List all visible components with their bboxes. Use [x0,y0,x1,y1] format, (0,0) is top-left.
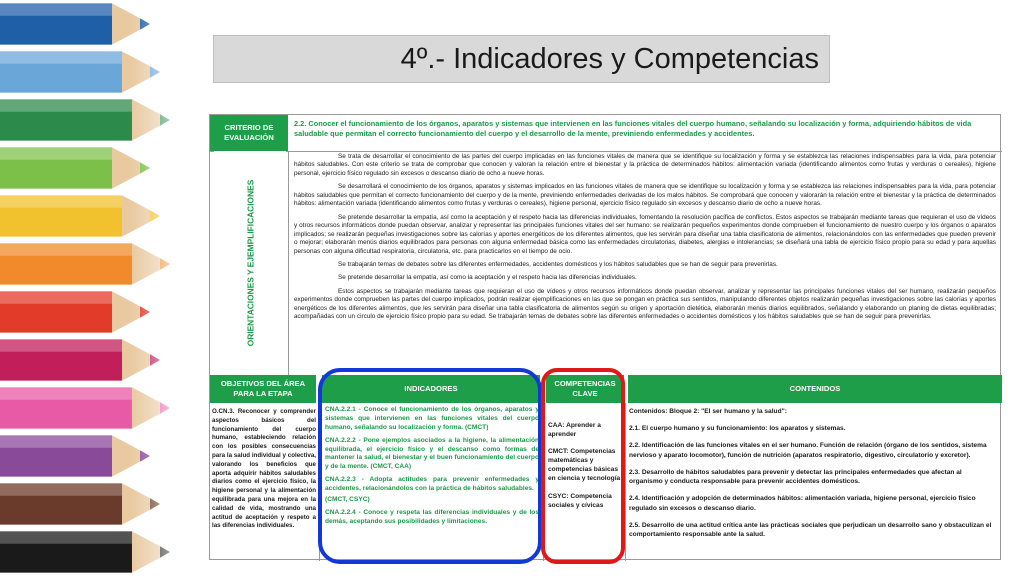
orientaciones-label: ORIENTACIONES Y EJEMPLIFICACIONES [245,179,256,347]
contenido-item: 2.2. Identificación de las funciones vitales en el ser humano. Función de relación (órgano de los sentidos, sistema nervioso y aparato locomotor), función de nutrición (aparatos respiratorio, digestivo, circulatorio y excretor). [629,442,987,459]
header-contenidos-label: CONTENIDOS [789,384,841,394]
slide-title: 4º.- Indicadores y Competencias [400,42,819,75]
orientaciones-paragraph: Se trabajarán temas de debates sobre las diferentes enfermedades, accidentes domésticos y los hábitos saludables que se han de seguir para prevenirlas. [338,260,778,268]
competencia-item: CMCT: Competencias matemáticas y competencias básicas en ciencia y tecnología [548,448,621,483]
indicador-item: CNA.2.2.4 - Conoce y respeta las diferencias individuales y de los demás, aceptando sus posibilidades y limitaciones. [325,508,539,525]
indicador-item: CNA.2.2.3 - Adopta actitudes para prevenir enfermedades y accidentes, relacionándolos con la práctica de hábitos saludables. [325,476,539,493]
header-competencias-label: COMPETENCIAS CLAVE [554,379,616,398]
contenido-item: 2.1. El cuerpo humano y su funcionamiento: los aparatos y sistemas. [629,425,846,433]
contenido-item: 2.4. Identificación y adopción de determinados hábitos: alimentación variada, higiene personal, ejercicio físico regulado sin excesos o descanso diario. [629,495,976,512]
contenido-item: 2.3. Desarrollo de hábitos saludables para prevenir y detectar las principales enfermedades que afectan al organismo y conducta responsable para prevenir accidentes domésticos. [629,468,962,486]
orientaciones-paragraph: Se desarrollará el conocimiento de los órganos, aparatos y sistemas implicados en las funciones vitales de manera que se identifique su localización y forma y se establezca las relaciones indispensables para la vida, para potenciar hábitos saludables que permitan el correcto funcionamiento del cuerpo y de la mente, previniendo enfermedades derivadas de los malos hábitos. Se comprobará que conocen y valorarán la relación entre el bienestar y la práctica de determinados hábitos: alimentación variada (identificando alimentos como frutas y verduras o cereales), higiene personal, ejercicio físico regulado sin excesos y descanso diario de ocho a nueve horas. [294,183,996,208]
slide-title-bar [213,35,830,83]
header-objetivos-label: OBJETIVOS DEL ÁREA PARA LA ETAPA [220,379,306,398]
header-criterio [210,115,288,151]
contenidos-list [629,407,997,557]
indicadores-highlight-oval [318,368,542,564]
objetivos-text: O.CN.3. Reconocer y comprender aspectos básicos del funcionamiento del cuerpo humano, estableciendo relación con los posibles consecuencias para la salud individual y colectiva, valorando los beneficios que aporta adquirir hábitos saludables diarios como el ejercicio físico, la higiene personal y la alimentación equilibrada para una mejora en la calidad de vida, mostrando una actitud de aceptación y respeto a las diferencias individuales. [212,408,316,530]
indicador-item: CNA.2.2.1 - Conoce el funcionamiento de los órganos, aparatos y sistemas que intervienen en las funciones vitales del cuerpo humano, señalando su localización y forma. (CMCT) [325,406,539,431]
criterio-text: 2.2. Conocer el funcionamiento de los órganos, aparatos y sistemas que intervienen en las funciones vitales del cuerpo humano, señalando su localización y forma, adquiriendo hábitos de vida saludable que permitan el correcto funcionamiento del cuerpo y el desarrollo de la mente, previniendo enfermedades y accidentes. [294,119,972,139]
header-criterio-label: CRITERIO DE EVALUACIÓN [224,123,274,142]
contenido-item: 2.5. Desarrollo de una actitud crítica ante las prácticas sociales que perjudican un desarrollo sano y obstaculizan el comportamiento responsable ante la salud. [629,521,992,538]
competencia-item: CSYC: Competencia sociales y cívicas [548,492,612,509]
indicador-item: (CMCT, CSYC) [325,496,370,504]
colored-pencils-decoration [0,0,200,576]
orientaciones-text [294,153,996,373]
orientaciones-paragraph: Se pretende desarrollar la empatía, así como la aceptación y el respeto hacia las diferencias individuales. [338,274,637,282]
header-contenidos [628,375,1002,403]
indicador-item: CNA.2.2.2 - Pone ejemplos asociados a la higiene, la alimentación equilibrada, el ejercicio físico y el descanso como formas de mantener la salud, el bienestar y el buen funcionamiento del cuerpo y de la mente. (CMCT, CAA) [325,436,539,471]
competencias-highlight-oval [541,368,625,564]
orientaciones-label-cell [214,151,286,375]
header-objetivos [210,375,316,403]
contenidos-title: Contenidos: Bloque 2: "El ser humano y la salud": [629,408,787,415]
header-indicadores-label: INDICADORES [404,384,458,394]
competencia-item: CAA: Aprender a aprender [548,422,601,439]
orientaciones-paragraph: Se pretende desarrollar la empatía, así como la aceptación y el respeto hacia las diferencias individuales, fomentando la resolución pacífica de conflictos. Estos aspectos se trabajarán mediante tareas que requieran el uso de vídeos y otros recursos informáticos donde puedan observar, analizar y representar las principales funciones vitales del ser humano: se realizarán pequeños experimentos donde comprueben el funcionamiento de nuestro cuerpo y los órganos o aparatos implicados; se realizarán pequeñas investigaciones sobre las calorías y aportes energéticos de los diferentes alimentos, que les servirán para diseñar una tabla clasificatoria de alimentos, relacionándolos con las enfermedades que pueden prevenir o mejorar; elaborarán menús diarios equilibrados para personas con alguna enfermedad básica como las enfermedades circulatorias, diabetes, alergias e intolerancias; se diseñará una tabla de ejercicio físico propio para su edad y para aquellas personas con alguna dificultad respiratoria, circulatoria, etc. para practicarlos en el tiempo de ocio. [294,213,996,255]
orientaciones-paragraph: Se trata de desarrollar el conocimiento de las partes del cuerpo implicadas en las funciones vitales de manera que se identifique su localización y forma y se establezca las relaciones indispensables para la vida, para potenciar hábitos saludables. Con este criterio se trata de comprobar que conocen y valoran la relación entre el bienestar y la práctica de determinados hábitos: alimentación variada (identificando alimentos como frutas y verduras o cereales), higiene personal, ejercicio físico regulado sin excesos o descanso diario de ocho a nueve horas. [294,153,996,177]
orientaciones-paragraph: Estos aspectos se trabajarán mediante tareas que requieran el uso de vídeos y otros recursos informáticos donde puedan observar, analizar y representar las principales funciones vitales del ser humano, realizarán pequeños experimentos donde comprueben las partes del cuerpo implicados, podrán realizar ejemplificaciones en las que se pongan en práctica sus sentidos, manipulando diferentes objetos realizarán pequeñas investigaciones sobre las calorías y aportes energéticos de los diferentes alimentos, que les servirán para diseñar una tabla clasificatoria de alimentos según su origen y aportación dietética, elaborarán menús diarios equilibrados, señalando y elaborando un planing de dietas equilibradas; acompañadas con un circulo de ejercicio físico propio para su edad. Se trabajarán temas de debates sobre las diferentes enfermedades o accidentes domésticos y los hábitos saludables que se han de seguir para prevenirlas. [294,287,996,321]
